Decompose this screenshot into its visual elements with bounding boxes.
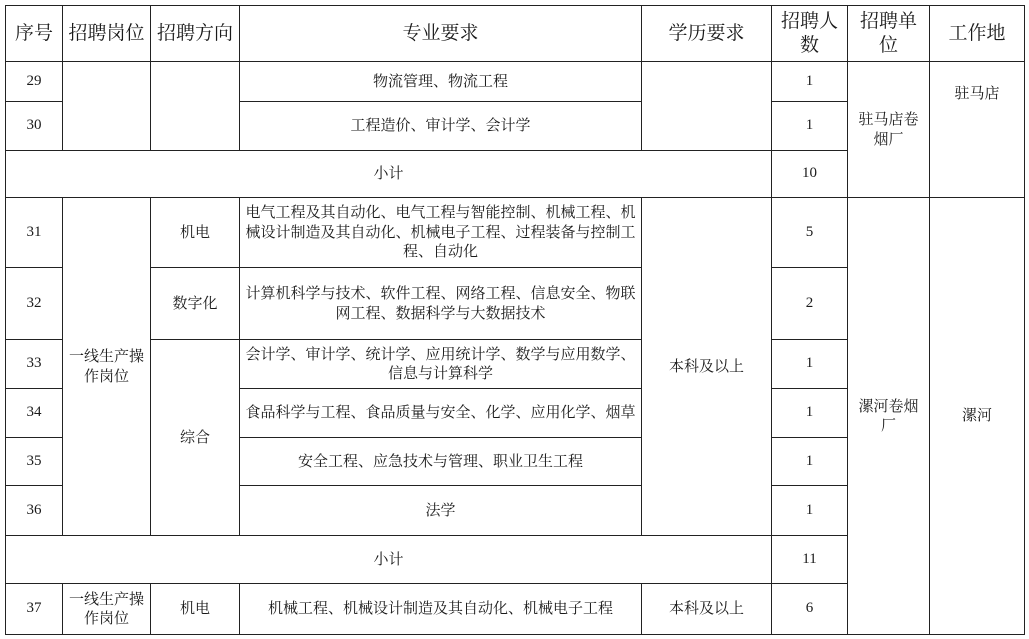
position-frontline: 一线生产操作岗位 (63, 584, 151, 635)
header-education: 学历要求 (642, 6, 772, 62)
location-luohe: 漯河 (930, 198, 1025, 635)
education-bachelor: 本科及以上 (642, 584, 772, 635)
row-major: 法学 (240, 486, 642, 536)
row-major: 会计学、审计学、统计学、应用统计学、数学与应用数学、信息与计算科学 (240, 340, 642, 389)
header-seq: 序号 (6, 6, 63, 62)
subtotal-label: 小计 (6, 151, 772, 198)
position-cell-empty (63, 62, 151, 151)
row-seq: 32 (6, 268, 63, 340)
subtotal-value: 10 (772, 151, 848, 198)
row-seq: 29 (6, 62, 63, 102)
education-bachelor: 本科及以上 (642, 198, 772, 536)
recruitment-table (5, 5, 1025, 635)
position-frontline: 一线生产操作岗位 (63, 198, 151, 536)
table-row (6, 198, 1025, 268)
education-cell-empty (642, 62, 772, 151)
row-seq: 35 (6, 438, 63, 486)
unit-luohe: 漯河卷烟厂 (848, 198, 930, 635)
row-major: 计算机科学与技术、软件工程、网络工程、信息安全、物联网工程、数据科学与大数据技术 (240, 268, 642, 340)
row-count: 1 (772, 102, 848, 151)
row-major: 物流管理、物流工程 (240, 62, 642, 102)
direction-electromech: 机电 (151, 584, 240, 635)
direction-cell-empty (151, 62, 240, 151)
table-row (6, 62, 1025, 102)
row-seq: 34 (6, 389, 63, 438)
row-count: 1 (772, 340, 848, 389)
row-count: 1 (772, 389, 848, 438)
header-major: 专业要求 (240, 6, 642, 62)
header-row (6, 6, 1025, 62)
row-seq: 31 (6, 198, 63, 268)
row-major: 机械工程、机械设计制造及其自动化、机械电子工程 (240, 584, 642, 635)
header-count: 招聘人数 (772, 6, 848, 62)
row-count: 6 (772, 584, 848, 635)
direction-general: 综合 (151, 340, 240, 536)
row-count: 2 (772, 268, 848, 340)
row-major: 安全工程、应急技术与管理、职业卫生工程 (240, 438, 642, 486)
row-major: 食品科学与工程、食品质量与安全、化学、应用化学、烟草 (240, 389, 642, 438)
unit-zhumadian: 驻马店卷烟厂 (848, 62, 930, 198)
row-seq: 33 (6, 340, 63, 389)
row-seq: 30 (6, 102, 63, 151)
row-major: 电气工程及其自动化、电气工程与智能控制、机械工程、机械设计制造及其自动化、机械电子工程、过程装备与控制工程、自动化 (240, 198, 642, 268)
subtotal-value: 11 (772, 536, 848, 584)
subtotal-label: 小计 (6, 536, 772, 584)
row-seq: 37 (6, 584, 63, 635)
row-count: 1 (772, 62, 848, 102)
row-count: 1 (772, 438, 848, 486)
row-count: 1 (772, 486, 848, 536)
direction-electromech: 机电 (151, 198, 240, 268)
direction-digital: 数字化 (151, 268, 240, 340)
row-major: 工程造价、审计学、会计学 (240, 102, 642, 151)
row-count: 5 (772, 198, 848, 268)
header-unit: 招聘单位 (848, 6, 930, 62)
header-position: 招聘岗位 (63, 6, 151, 62)
header-direction: 招聘方向 (151, 6, 240, 62)
row-seq: 36 (6, 486, 63, 536)
header-location: 工作地 (930, 6, 1025, 62)
location-zhumadian: 驻马店 (930, 62, 1025, 198)
